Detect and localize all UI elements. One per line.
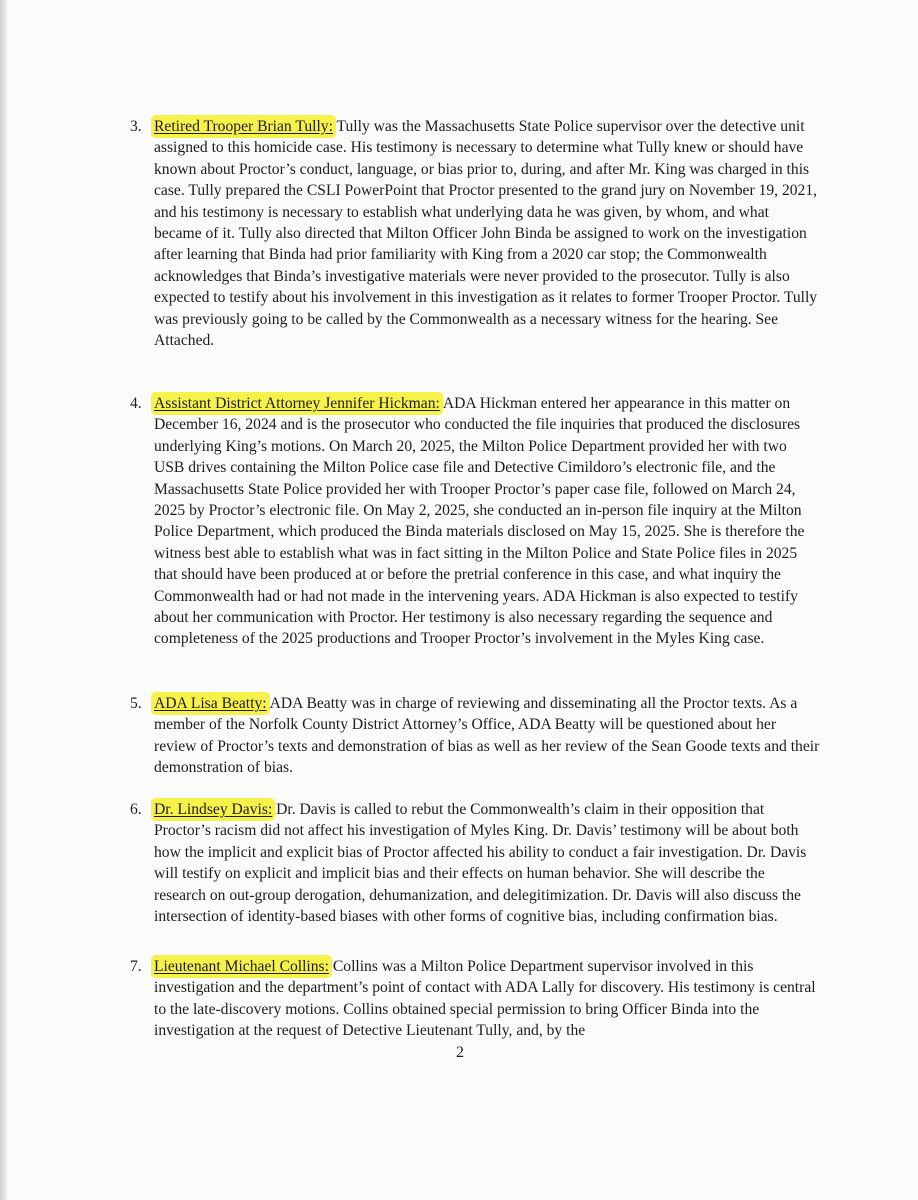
item-text: Tully was the Massachusetts State Police supervisor over the detective unit assigned to this homicide case. His testimony is necessary to determine what Tully knew or should have known about Proctor’s conduct, language, or bias prior to, during, and after Mr. King was charged in this case. Tully prepared the CSLI PowerPoint that Proctor presented to the grand jury on November 19, 2021, and his testimony is necessary to establish what underlying data he was given, by whom, and what became of it. Tully also directed that Milton Officer John Binda be assigned to work on the investigation after learning that Binda had prior familiarity with King from a 2020 car stop; the Commonwealth acknowledges that Binda’s investigative materials were never provided to the prosecutor. Tully is also expected to testify about his involvement in this investigation as it relates to former Trooper Proctor. Tully was previously going to be called by the Commonwealth as a necessary witness for the hearing. See Attached.	[154, 118, 818, 350]
item-text: ADA Beatty was in charge of reviewing and disseminating all the Proctor texts. As a member of the Norfolk County District Attorney’s Office, ADA Beatty will be questioned about her review of Proctor’s texts and demonstration of bias as well as her review of the Sean Goode texts and their demonstration of bias.	[154, 695, 820, 777]
witness-name: Retired Trooper Brian Tully:	[154, 118, 333, 135]
item-body	[154, 393, 820, 650]
page-edge-shadow	[0, 0, 7, 1200]
item-body	[154, 693, 820, 779]
witness-name: Lieutenant Michael Collins:	[154, 958, 329, 975]
page-number: 2	[456, 1044, 464, 1061]
item-number: 7.	[130, 958, 142, 975]
item-body	[154, 116, 820, 351]
item-number: 5.	[130, 695, 142, 712]
item-body	[154, 799, 820, 927]
item-text: ADA Hickman entered her appearance in this matter on December 16, 2024 and is the prosecutor who conducted the file inquiries that produced the disclosures underlying King’s motions. On March 20, 2025, the Milton Police Department provided her with two USB drives containing the Milton Police case file and Detective Cimildoro’s electronic file, and the Massachusetts State Police provided her with Trooper Proctor’s paper case file, followed on March 24, 2025 by Proctor’s electronic file. On May 2, 2025, she conducted an in-person file inquiry at the Milton Police Department, which produced the Binda materials disclosed on May 15, 2025. She is therefore the witness best able to establish what was in fact sitting in the Milton Police and State Police files in 2025 that should have been produced at or before the pretrial conference in this case, and what inquiry the Commonwealth had or had not made in the intervening years. ADA Hickman is also expected to testify about her communication with Proctor. Her testimony is also necessary regarding the sequence and completeness of the 2025 productions and Trooper Proctor’s involvement in the Myles King case.	[154, 395, 805, 648]
witness-name: Dr. Lindsey Davis:	[154, 801, 273, 818]
item-body	[154, 956, 820, 1042]
witness-item-4	[130, 393, 820, 650]
witness-item-7	[130, 956, 820, 1042]
item-number: 6.	[130, 801, 142, 818]
witness-name: Assistant District Attorney Jennifer Hickman:	[154, 395, 440, 412]
item-number: 4.	[130, 395, 142, 412]
witness-item-3	[130, 116, 820, 351]
witness-item-5	[130, 693, 820, 779]
item-text: Dr. Davis is called to rebut the Commonwealth’s claim in their opposition that Proctor’s racism did not affect his investigation of Myles King. Dr. Davis’ testimony will be about both how the implicit and explicit bias of Proctor affected his ability to conduct a fair investigation. Dr. Davis will testify on explicit and implicit bias and their effects on human behavior. She will describe the research on out-group derogation, dehumanization, and delegitimization. Dr. Davis will also discuss the intersection of identity-based biases with other forms of cognitive bias, including confirmation bias.	[154, 801, 807, 926]
item-text: Collins was a Milton Police Department supervisor involved in this investigation and the department’s point of contact with ADA Lally for discovery. His testimony is central to the late-discovery motions. Collins obtained special permission to bring Officer Binda into the investigation at the request of Detective Lieutenant Tully, and, by the	[154, 958, 816, 1040]
item-number: 3.	[130, 118, 142, 135]
witness-name: ADA Lisa Beatty:	[154, 695, 267, 712]
witness-item-6	[130, 799, 820, 927]
